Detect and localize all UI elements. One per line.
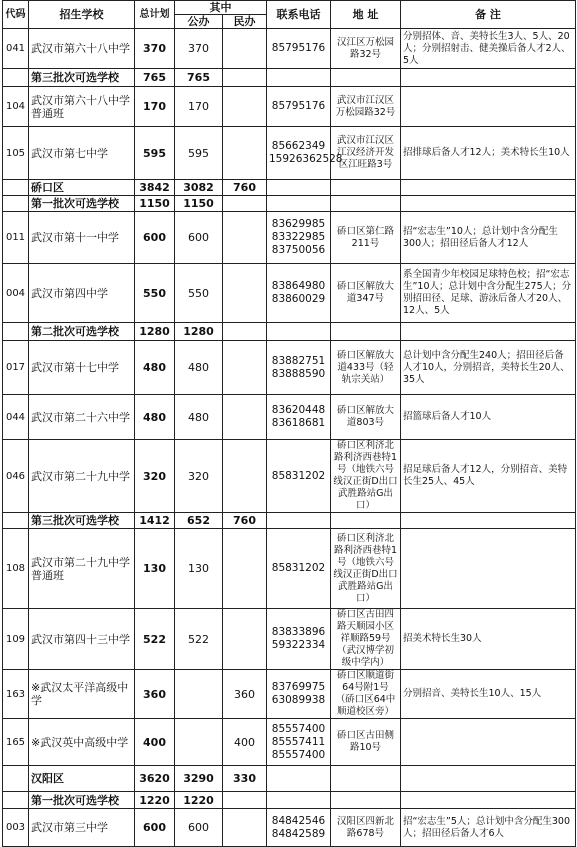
school-code: 163 [3, 670, 29, 719]
section-private [223, 69, 267, 87]
header-phone: 联系电话 [267, 1, 331, 29]
section-phone [267, 323, 331, 341]
school-name: 武汉市第二十六中学 [29, 395, 135, 440]
school-row [3, 609, 576, 670]
school-private [223, 127, 267, 180]
section-phone [267, 196, 331, 212]
section-label: 第一批次可选学校 [29, 196, 135, 212]
section-label: 汉阳区 [29, 766, 135, 792]
school-name: ※武汉太平洋高级中学 [29, 670, 135, 719]
section-notes [401, 180, 576, 196]
section-total: 1412 [135, 513, 175, 529]
school-private [223, 395, 267, 440]
school-name: 武汉市第六十八中学普通班 [29, 87, 135, 127]
section-label: 硚口区 [29, 180, 135, 196]
header-plan: 总计划 [135, 1, 175, 29]
section-total: 3842 [135, 180, 175, 196]
section-notes [401, 513, 576, 529]
header-address: 地 址 [331, 1, 401, 29]
school-public: 522 [175, 609, 223, 670]
school-name: 武汉市第十七中学 [29, 341, 135, 395]
school-code: 004 [3, 264, 29, 323]
school-phone: 83864980 83860029 [267, 264, 331, 323]
header-of-which: 其中 [175, 1, 267, 15]
school-public [175, 719, 223, 766]
section-phone [267, 766, 331, 792]
school-address: 硚口区顺道街64号附1号（硚口区64中顺道校区旁） [331, 670, 401, 719]
school-row [3, 719, 576, 766]
section-address [331, 792, 401, 809]
section-label: 第三批次可选学校 [29, 69, 135, 87]
school-name: 武汉市第七中学 [29, 127, 135, 180]
section-public: 3290 [175, 766, 223, 792]
school-address: 硚口区利济北路利济西巷特1号（地铁六号线汉正街D出口武胜路站G出口） [331, 529, 401, 609]
school-code: 046 [3, 440, 29, 513]
school-name: 武汉市第二十九中学普通班 [29, 529, 135, 609]
school-phone: 85557400 85557411 85557400 [267, 719, 331, 766]
school-public: 550 [175, 264, 223, 323]
section-label: 第三批次可选学校 [29, 513, 135, 529]
school-name: 武汉市第六十八中学 [29, 29, 135, 69]
section-label: 第一批次可选学校 [29, 792, 135, 809]
section-private [223, 792, 267, 809]
section-address [331, 766, 401, 792]
school-public: 130 [175, 529, 223, 609]
school-row [3, 670, 576, 719]
school-address: 硚口区古田四路天顺园小区祥顺路59号（武汉博学初级中学内） [331, 609, 401, 670]
school-phone: 85831202 [267, 440, 331, 513]
school-address: 武汉市江汉区江汉经济开发区江旺路3号 [331, 127, 401, 180]
school-total: 370 [135, 29, 175, 69]
school-private [223, 809, 267, 847]
school-phone: 85831202 [267, 529, 331, 609]
section-public: 765 [175, 69, 223, 87]
section-code [3, 323, 29, 341]
school-private [223, 87, 267, 127]
school-note: 招“宏志生”5人；总计划中含分配生300人；招田径后备人才6人 [401, 809, 576, 847]
section-public: 1280 [175, 323, 223, 341]
school-total: 320 [135, 440, 175, 513]
section-notes [401, 196, 576, 212]
section-private: 760 [223, 513, 267, 529]
school-address: 硚口区解放大道347号 [331, 264, 401, 323]
school-note [401, 719, 576, 766]
section-code [3, 69, 29, 87]
school-row [3, 529, 576, 609]
school-name: ※武汉英中高级中学 [29, 719, 135, 766]
header-code: 代码 [3, 1, 29, 29]
school-code: 108 [3, 529, 29, 609]
school-row [3, 127, 576, 180]
school-note: 招篮球后备人才10人 [401, 395, 576, 440]
section-address [331, 323, 401, 341]
school-private: 360 [223, 670, 267, 719]
section-address [331, 196, 401, 212]
school-code: 165 [3, 719, 29, 766]
school-note: 招美术特长生30人 [401, 609, 576, 670]
school-row [3, 440, 576, 513]
section-code [3, 513, 29, 529]
school-private [223, 440, 267, 513]
school-phone: 83882751 83888590 [267, 341, 331, 395]
school-address: 硚口区第仁路211号 [331, 212, 401, 264]
school-name: 武汉市第三中学 [29, 809, 135, 847]
section-row [3, 513, 576, 529]
section-total: 1220 [135, 792, 175, 809]
section-address [331, 69, 401, 87]
school-total: 550 [135, 264, 175, 323]
section-address [331, 180, 401, 196]
school-phone: 83769975 63089938 [267, 670, 331, 719]
section-row [3, 196, 576, 212]
school-total: 170 [135, 87, 175, 127]
school-total: 480 [135, 341, 175, 395]
school-address: 武汉市江汉区万松园路32号 [331, 87, 401, 127]
school-code: 011 [3, 212, 29, 264]
school-total: 600 [135, 212, 175, 264]
section-code [3, 766, 29, 792]
section-label: 第二批次可选学校 [29, 323, 135, 341]
section-public: 1220 [175, 792, 223, 809]
school-total: 130 [135, 529, 175, 609]
header-public: 公办 [175, 15, 223, 29]
school-address: 硚口区解放大道433号（轻轨宗关站） [331, 341, 401, 395]
school-private: 400 [223, 719, 267, 766]
school-public: 600 [175, 809, 223, 847]
school-address: 汉阳区四新北路678号 [331, 809, 401, 847]
school-phone: 85795176 [267, 87, 331, 127]
school-name: 武汉市第四中学 [29, 264, 135, 323]
section-notes [401, 766, 576, 792]
school-note [401, 87, 576, 127]
school-code: 109 [3, 609, 29, 670]
header-notes: 备 注 [401, 1, 576, 29]
school-public: 320 [175, 440, 223, 513]
school-note: 招“宏志生”10人；总计划中含分配生300人；招田径后备人才12人 [401, 212, 576, 264]
school-note: 系全国青少年校园足球特色校；招“宏志生”10人；总计划中含分配生275人；分别招田径、足球、游泳后备人才20人、12人、5人 [401, 264, 576, 323]
school-row [3, 395, 576, 440]
section-phone [267, 69, 331, 87]
section-total: 1280 [135, 323, 175, 341]
school-private [223, 609, 267, 670]
school-address: 汉江区万松园路32号 [331, 29, 401, 69]
school-note: 分别招体、音、美特长生3人、5人、20人；分别招射击、健美操后备人才2人、5人 [401, 29, 576, 69]
section-private: 760 [223, 180, 267, 196]
section-private [223, 323, 267, 341]
school-row [3, 212, 576, 264]
header-private: 民办 [223, 15, 267, 29]
section-public: 3082 [175, 180, 223, 196]
section-row [3, 766, 576, 792]
school-note: 总计划中含分配生240人；招田径后备人才10人，分别招音，美特长生20人、35人 [401, 341, 576, 395]
school-public: 370 [175, 29, 223, 69]
school-phone: 83629985 83322985 83750056 [267, 212, 331, 264]
section-row [3, 323, 576, 341]
school-phone: 83833896 59322334 [267, 609, 331, 670]
school-public [175, 670, 223, 719]
school-public: 600 [175, 212, 223, 264]
school-note: 招足球后备人才12人，分别招音、美特长生25人、45人 [401, 440, 576, 513]
school-total: 400 [135, 719, 175, 766]
school-note: 招排球后备人才12人；美术特长生10人 [401, 127, 576, 180]
school-total: 600 [135, 809, 175, 847]
school-total: 360 [135, 670, 175, 719]
school-public: 170 [175, 87, 223, 127]
school-private [223, 29, 267, 69]
school-total: 595 [135, 127, 175, 180]
section-private [223, 196, 267, 212]
school-phone: 85662349 15926362528 [267, 127, 331, 180]
school-code: 044 [3, 395, 29, 440]
section-total: 765 [135, 69, 175, 87]
header-school: 招生学校 [29, 1, 135, 29]
school-private [223, 529, 267, 609]
section-public: 1150 [175, 196, 223, 212]
section-total: 3620 [135, 766, 175, 792]
school-note [401, 529, 576, 609]
section-notes [401, 69, 576, 87]
school-name: 武汉市第十一中学 [29, 212, 135, 264]
school-phone: 83620448 83618681 [267, 395, 331, 440]
school-row [3, 29, 576, 69]
school-row [3, 264, 576, 323]
school-code: 041 [3, 29, 29, 69]
section-address [331, 513, 401, 529]
school-phone: 85795176 [267, 29, 331, 69]
school-note: 分别招音、美特长生10人、15人 [401, 670, 576, 719]
section-notes [401, 792, 576, 809]
school-phone: 84842546 84842589 [267, 809, 331, 847]
school-code: 104 [3, 87, 29, 127]
section-row [3, 792, 576, 809]
section-phone [267, 513, 331, 529]
section-row [3, 69, 576, 87]
section-code [3, 180, 29, 196]
school-address: 硚口区解放大道803号 [331, 395, 401, 440]
section-notes [401, 323, 576, 341]
school-name: 武汉市第四十三中学 [29, 609, 135, 670]
school-code: 105 [3, 127, 29, 180]
school-row [3, 809, 576, 847]
section-phone [267, 792, 331, 809]
school-table [2, 0, 576, 847]
school-code: 003 [3, 809, 29, 847]
school-row [3, 341, 576, 395]
school-private [223, 341, 267, 395]
school-private [223, 264, 267, 323]
school-address: 硚口区古田侧路10号 [331, 719, 401, 766]
school-code: 017 [3, 341, 29, 395]
section-private: 330 [223, 766, 267, 792]
school-total: 522 [135, 609, 175, 670]
section-phone [267, 180, 331, 196]
section-total: 1150 [135, 196, 175, 212]
school-private [223, 212, 267, 264]
school-row [3, 87, 576, 127]
section-row [3, 180, 576, 196]
school-public: 480 [175, 341, 223, 395]
section-code [3, 792, 29, 809]
school-total: 480 [135, 395, 175, 440]
school-name: 武汉市第二十九中学 [29, 440, 135, 513]
school-public: 595 [175, 127, 223, 180]
school-address: 硚口区利济北路利济西巷特1号（地铁六号线汉正街D出口武胜路站G出口） [331, 440, 401, 513]
section-public: 652 [175, 513, 223, 529]
school-public: 480 [175, 395, 223, 440]
section-code [3, 196, 29, 212]
